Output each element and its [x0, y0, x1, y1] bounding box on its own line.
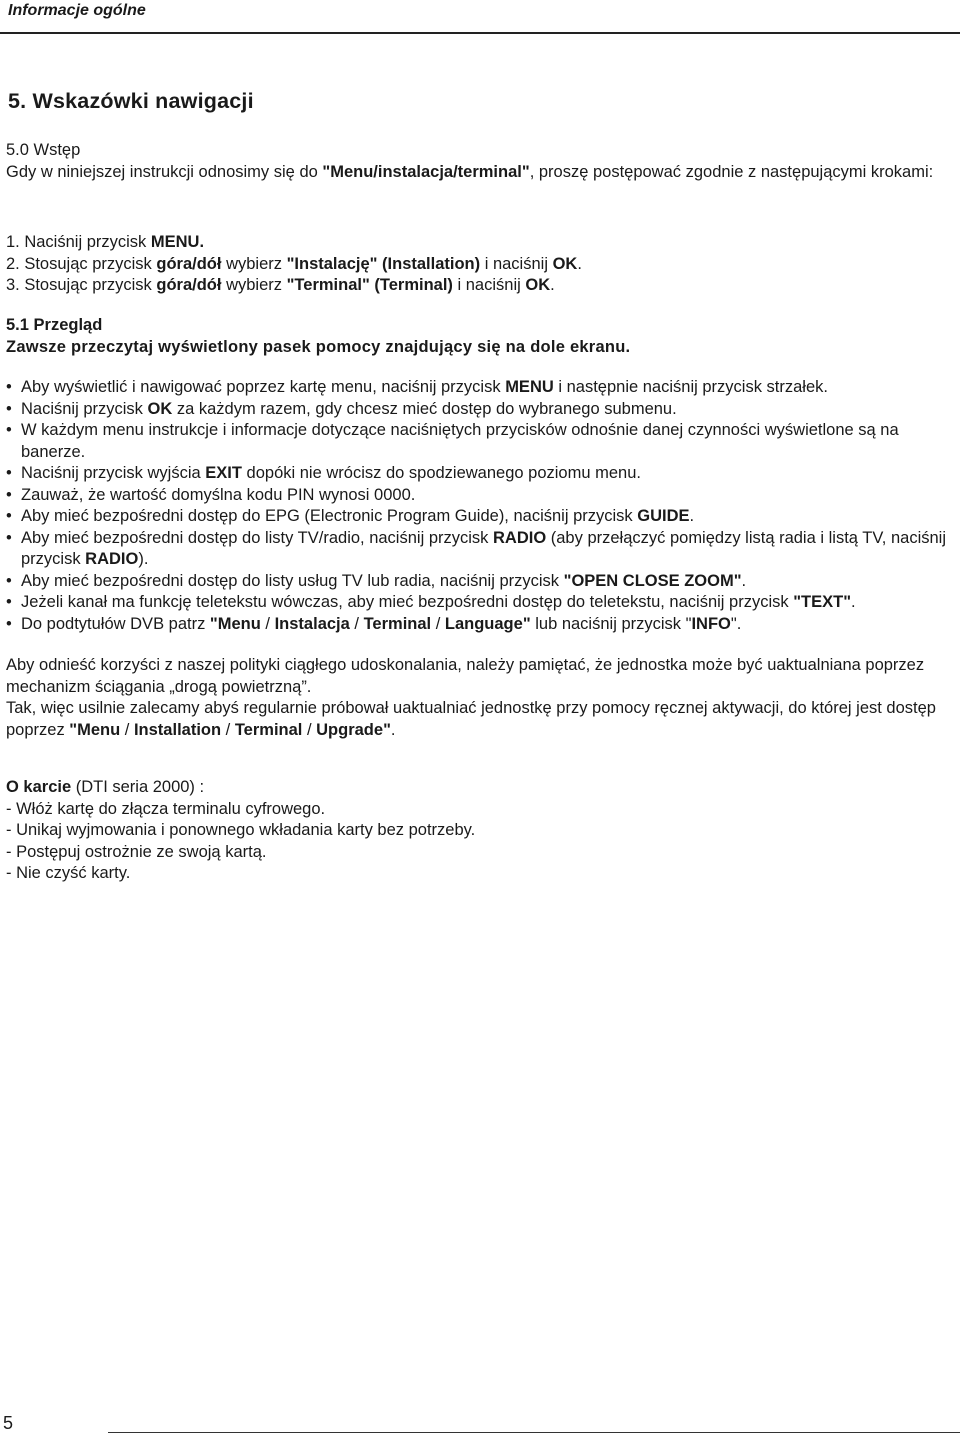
tip-item: • Aby mieć bezpośredni dostęp do listy TV/radio, naciśnij przycisk RADIO (aby przełączyć pomiędzy listą radia i listą TV, naciśnij przycisk RADIO).	[6, 528, 947, 568]
header-divider	[0, 32, 960, 34]
bullet-icon: •	[6, 485, 12, 504]
card-list	[6, 799, 952, 885]
bullet-icon: •	[6, 593, 12, 611]
intro-block	[6, 140, 952, 183]
intro-heading: 5.0 Wstęp	[6, 141, 81, 159]
bullet-icon: •	[6, 571, 12, 590]
steps-list	[6, 232, 952, 297]
card-heading: O karcie (DTI seria 2000) :	[6, 778, 205, 796]
footer-divider	[108, 1432, 960, 1433]
update-paragraph: Aby odnieść korzyści z naszej polityki ciągłego udoskonalania, należy pamiętać, że jednostka może być uaktualniana poprzez mechanizm ściągania „drogą powietrzną”.	[6, 656, 925, 696]
bullet-icon: •	[6, 507, 12, 525]
bullet-icon: •	[6, 399, 12, 418]
tip-item: • Aby wyświetlić i nawigować poprzez kartę menu, naciśnij przycisk MENU i następnie naciśnij przycisk strzałek.	[6, 377, 952, 399]
tip-item: • W każdym menu instrukcje i informacje dotyczące naciśniętych przycisków odnośnie danej czynności wyświetlone są na banerze.	[6, 421, 899, 461]
bullet-icon: •	[6, 378, 12, 396]
tip-item: • Naciśnij przycisk wyjścia EXIT dopóki nie wrócisz do spodziewanego poziomu menu.	[6, 463, 952, 485]
page-header-title: Informacje ogólne	[8, 2, 146, 19]
step-item: 1. Naciśnij przycisk MENU.	[6, 233, 205, 251]
tip-item: • Zauważ, że wartość domyślna kodu PIN wynosi 0000.	[6, 485, 952, 507]
overview-heading: 5.1 Przegląd	[6, 316, 103, 334]
bullet-icon: •	[6, 528, 12, 547]
section-title: 5. Wskazówki nawigacji	[8, 89, 254, 113]
update-block	[6, 655, 952, 741]
card-list-item: - Włóż kartę do złącza terminalu cyfrowego.	[6, 799, 326, 818]
card-block	[6, 777, 952, 885]
tip-item: • Jeżeli kanał ma funkcję teletekstu wówczas, aby mieć bezpośredni dostęp do teletekstu, naciśnij przycisk "TEXT".	[6, 592, 952, 614]
tip-item: • Aby mieć bezpośredni dostęp do listy usług TV lub radia, naciśnij przycisk "OPEN CLOSE ZOOM".	[6, 571, 952, 593]
tip-item: • Aby mieć bezpośredni dostęp do EPG (Electronic Program Guide), naciśnij przycisk GUIDE.	[6, 506, 952, 528]
page-number: 5	[3, 1413, 14, 1433]
step-item: 3. Stosując przycisk góra/dół wybierz "Terminal" (Terminal) i naciśnij OK.	[6, 276, 555, 294]
step-item: 2. Stosując przycisk góra/dół wybierz "Instalację" (Installation) i naciśnij OK.	[6, 254, 582, 273]
bullet-icon: •	[6, 421, 12, 439]
tip-item: • Do podtytułów DVB patrz "Menu / Instalacja / Terminal / Language" lub naciśnij przycisk "INFO".	[6, 614, 952, 636]
update-paragraph: Tak, więc usilnie zalecamy abyś regularnie próbował uaktualniać jednostkę przy pomocy ręcznej aktywacji, do której jest dostęp poprzez "Menu / Installation / Terminal / Upgrade".	[6, 699, 936, 739]
bullet-icon: •	[6, 464, 12, 482]
tips-bullet-list	[6, 377, 952, 635]
card-list-item: - Postępuj ostrożnie ze swoją kartą.	[6, 842, 267, 861]
card-list-item: - Unikaj wyjmowania i ponownego wkładania karty bez potrzeby.	[6, 821, 476, 839]
tip-item: • Naciśnij przycisk OK za każdym razem, gdy chcesz mieć dostęp do wybranego submenu.	[6, 399, 952, 421]
intro-paragraph: Gdy w niniejszej instrukcji odnosimy się do "Menu/instalacja/terminal", proszę postępować zgodnie z następującymi krokami:	[6, 162, 934, 181]
card-list-item: - Nie czyść karty.	[6, 864, 131, 882]
bullet-icon: •	[6, 614, 12, 633]
overview-block	[6, 315, 952, 358]
overview-emphasis: Zawsze przeczytaj wyświetlony pasek pomocy znajdujący się na dole ekranu.	[6, 337, 631, 356]
